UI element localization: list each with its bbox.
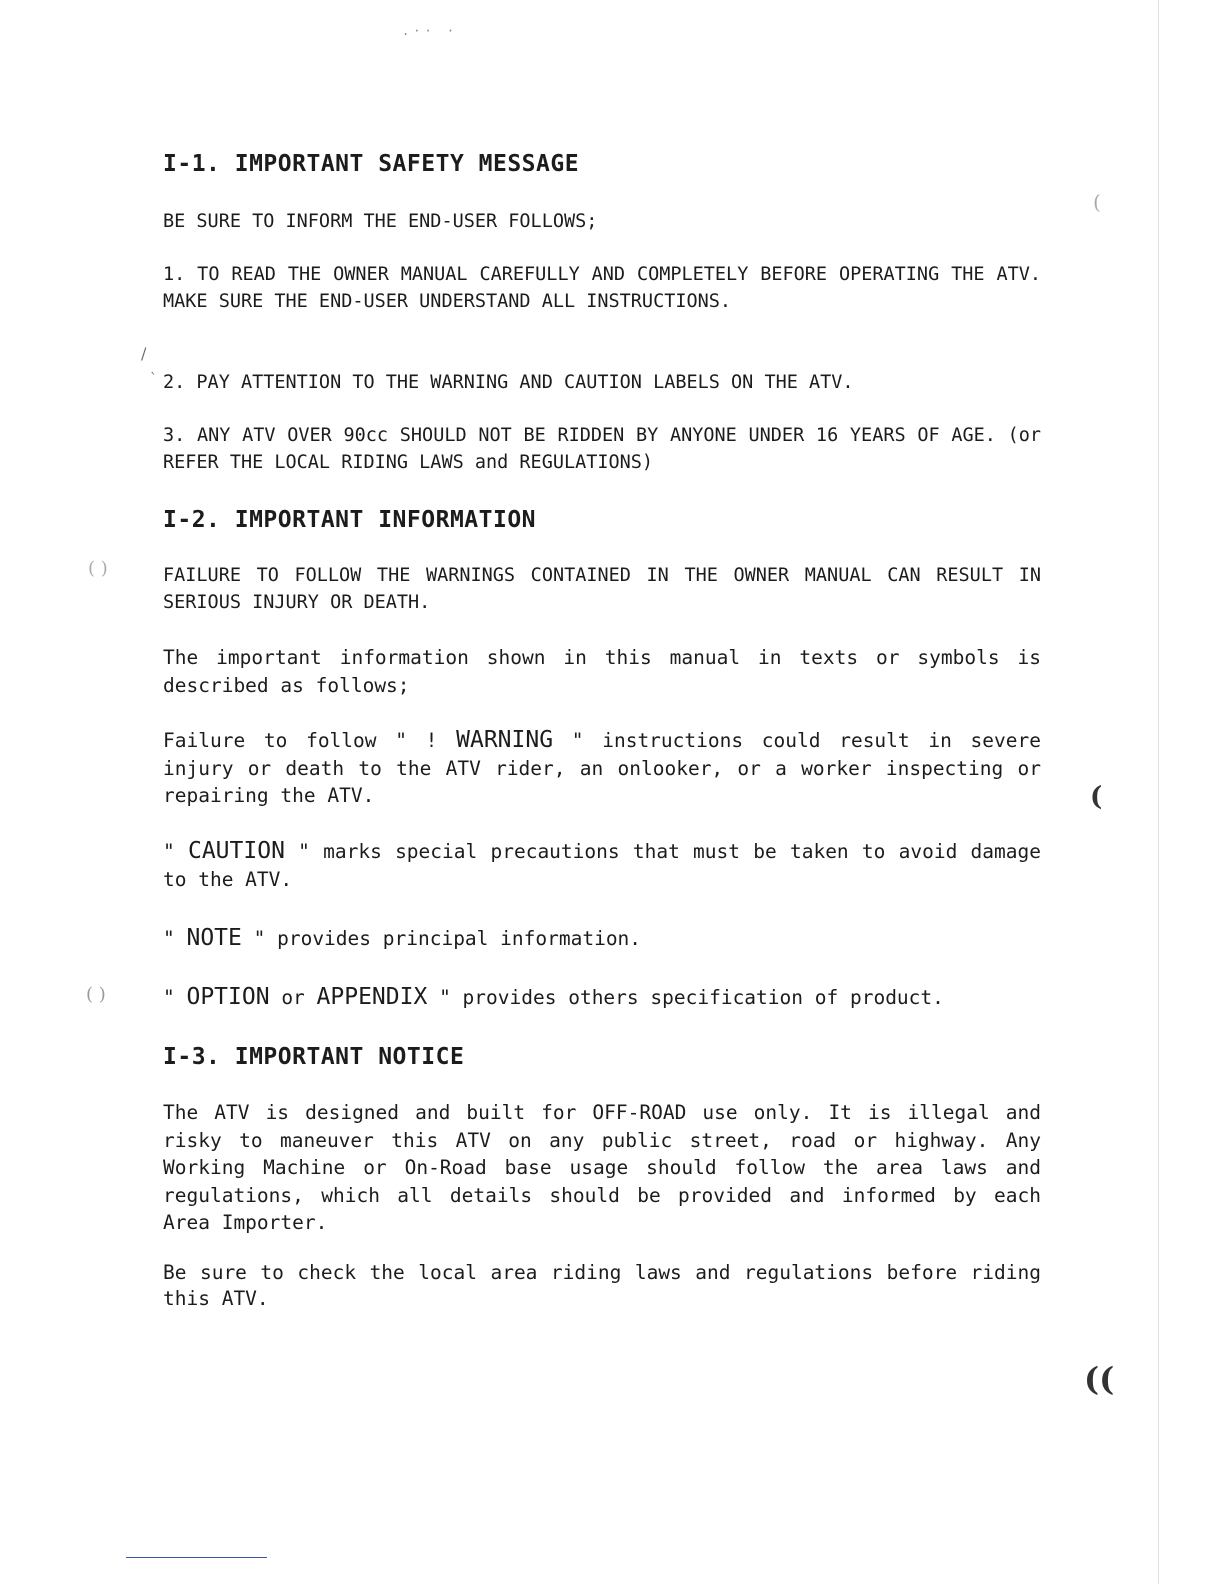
- failure-notice: FAILURE TO FOLLOW THE WARNINGS CONTAINED IN THE OWNER MANUAL CAN RESULT IN SERIOUS INJURY OR DEATH.: [163, 565, 1041, 613]
- scan-binder-mark: (: [1090, 782, 1103, 812]
- scan-hole-mark: ( ): [88, 558, 108, 579]
- scan-binder-mark-2: ((: [1084, 1360, 1115, 1398]
- safety-item-1: 1. TO READ THE OWNER MANUAL CAREFULLY AND COMPLETELY BEFORE OPERATING THE ATV. MAKE SURE THE END-USER UNDERSTAND ALL INSTRUCTIONS.: [163, 264, 1041, 312]
- warning-text: " instructions could result in severe injury or death to the ATV rider, an onlooker, or a worker inspecting or repairing the ATV.: [163, 729, 1041, 807]
- note-text: " provides principal information.: [241, 927, 642, 950]
- option-prefix: ": [163, 986, 187, 1009]
- scan-tick-mark: `: [150, 371, 157, 387]
- note-prefix: ": [163, 927, 187, 950]
- section-heading-important-notice: I-3. IMPORTANT NOTICE: [163, 1044, 465, 1070]
- notice-paragraph-1: The ATV is designed and built for OFF-ROAD use only. It is illegal and risky to maneuver this ATV on any public street, road or highway. Any Working Machine or On-Road base usage should follow the area laws and regulations, which all details should be provided and informed by each Area Importer.: [163, 1101, 1041, 1234]
- option-text: " provides others specification of product.: [427, 986, 944, 1009]
- section-heading-safety-message: I-1. IMPORTANT SAFETY MESSAGE: [163, 151, 580, 177]
- option-label: OPTION: [186, 984, 270, 1010]
- scan-slash-mark: /: [141, 344, 147, 363]
- scan-speck: .·· ·: [402, 24, 459, 38]
- warning-prefix: Failure to follow " !: [163, 729, 457, 752]
- safety-intro: BE SURE TO INFORM THE END-USER FOLLOWS;: [163, 211, 598, 232]
- note-paragraph: [163, 925, 1041, 953]
- safety-item-3: 3. ANY ATV OVER 90cc SHOULD NOT BE RIDDEN BY ANYONE UNDER 16 YEARS OF AGE. (or REFER THE LOCAL RIDING LAWS and REGULATIONS): [163, 425, 1041, 473]
- note-label: NOTE: [186, 925, 242, 951]
- scan-hole-mark-2: ( ): [86, 984, 106, 1005]
- safety-item-2: 2. PAY ATTENTION TO THE WARNING AND CAUTION LABELS ON THE ATV.: [163, 372, 854, 393]
- scan-curve-mark: (: [1093, 190, 1101, 214]
- option-or: or: [269, 986, 317, 1009]
- information-intro: The important information shown in this manual in texts or symbols is described as follows;: [163, 646, 1041, 697]
- warning-label: WARNING: [456, 727, 554, 753]
- section-heading-important-information: I-2. IMPORTANT INFORMATION: [163, 507, 537, 533]
- page-edge: [1158, 0, 1159, 1584]
- bottom-rule: [126, 1557, 267, 1558]
- caution-text: " marks special precautions that must be taken to avoid damage to the ATV.: [163, 840, 1041, 891]
- appendix-label: APPENDIX: [316, 984, 428, 1010]
- caution-paragraph: [163, 838, 1041, 893]
- warning-paragraph: [163, 727, 1041, 810]
- caution-prefix: ": [163, 840, 188, 863]
- option-paragraph: [163, 984, 1041, 1012]
- caution-label: CAUTION: [187, 838, 285, 864]
- notice-paragraph-2: Be sure to check the local area riding laws and regulations before riding this ATV.: [163, 1261, 1041, 1310]
